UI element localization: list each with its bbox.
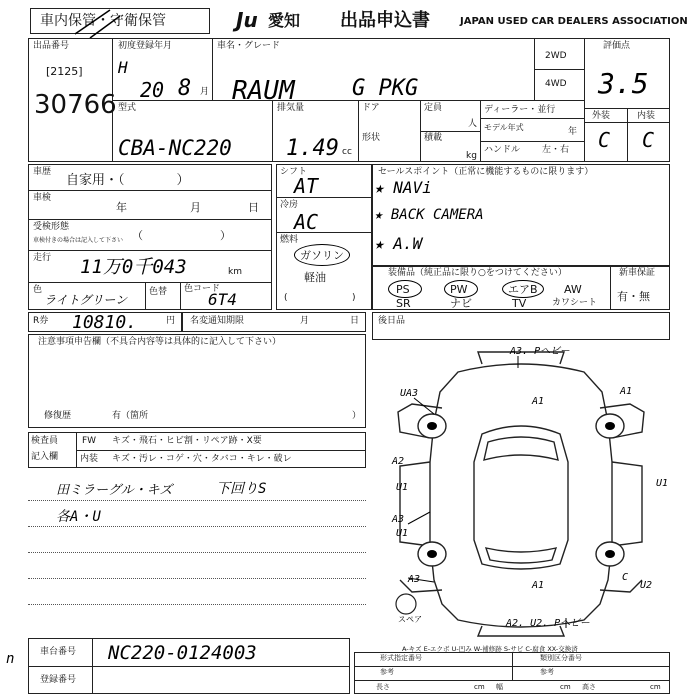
registration-year: 20 (140, 78, 165, 102)
handle-label: ハンドル (484, 145, 521, 155)
notice-label: 名変通知期限 (190, 316, 245, 326)
receipt-value: （ ） (132, 229, 231, 242)
name-value: RAUM (232, 76, 295, 106)
displacement-label: 排気量 (277, 103, 305, 113)
new-warranty-value: 有・無 (617, 290, 650, 303)
post-box (372, 312, 670, 340)
ju-logo: Ju (236, 8, 258, 32)
register-label: 登録番号 (40, 675, 77, 685)
chassis-value: NC220-0124003 (108, 642, 257, 664)
fuel-gasoline: ガソリン (300, 249, 344, 262)
checker-interior: 内装 (80, 454, 99, 464)
recycle-label: R券 (33, 316, 49, 326)
notice-day: 日 (350, 316, 360, 326)
equip-tv: TV (512, 297, 527, 310)
note-line-1b: 下回りS (216, 481, 267, 497)
ac-label: 冷房 (280, 200, 299, 210)
footer-ref-2: 参考 (540, 668, 554, 676)
capacity-label: 定員 (424, 103, 443, 113)
color-label: 色 (33, 285, 43, 295)
notes-label: 注意事項申告欄（不具合内容等は具体的に記入して下さい） (38, 337, 282, 347)
selling-points-label: セールスポイント（正常に機能するものに限ります） (378, 167, 594, 177)
color-change-label: 色替 (149, 287, 168, 297)
note-line-1: 田ミラーグル・キズ (56, 483, 173, 498)
selling-point-3-text: A.W (393, 234, 423, 253)
history-value: 自家用・（ ） (66, 173, 190, 188)
fuel-diesel: 軽油 (304, 271, 326, 284)
mileage-unit: km (228, 267, 242, 277)
equip-ps-circle (388, 280, 422, 298)
footer-ref-1: 参考 (380, 668, 394, 676)
note-line-2: 各A・U (56, 509, 101, 525)
equip-airbag: エアB (508, 283, 538, 296)
repair-close: ） (352, 411, 362, 421)
exterior-grade: C (598, 128, 611, 152)
footer-model-number: 形式指定番号 (380, 654, 422, 662)
footer-class-number: 類別区分番号 (540, 654, 582, 662)
selling-point-2: ★ BACK CAMERA (374, 207, 484, 223)
displacement-unit: cc (342, 147, 352, 157)
history-label: 車歴 (33, 167, 52, 177)
chassis-label: 車台番号 (40, 647, 77, 657)
lot-label: 出品番号 (33, 41, 70, 51)
registration-label: 初度登録年月 (118, 41, 173, 51)
inspection-day: 日 (248, 201, 259, 214)
shape-label: 形状 (362, 133, 381, 143)
footer-length: 長さ (376, 683, 390, 691)
name-grade: G PKG (352, 76, 419, 101)
evaluation-label: 評価点 (603, 41, 631, 51)
model-label: 型式 (118, 103, 137, 113)
diagram-mark-c: C (622, 572, 629, 583)
load-label: 積載 (424, 133, 443, 143)
footer-height: 高さ (582, 683, 596, 691)
diagram-mark-a3-front: A3. Pヘビー (510, 346, 570, 357)
recycle-unit: 円 (166, 316, 176, 326)
footer-height-unit: cm (650, 683, 661, 691)
checker-interior-items: キズ・汚レ・コゲ・穴・タバコ・キレ・破レ (112, 454, 292, 464)
diagram-mark-a1-rear: A1 (532, 580, 545, 591)
diagram-mark-u1-left: U1 (396, 482, 409, 493)
drive-4wd: 4WD (545, 79, 567, 89)
notice-month: 月 (300, 316, 310, 326)
handle-value: 左・右 (542, 145, 570, 155)
diagram-mark-a2-rear: A2. U2. Pヘビー (506, 618, 590, 629)
checker-label-1: 検査員 (31, 436, 59, 446)
equip-ps: PS (396, 283, 410, 296)
selling-point-1: ★ NAVi (374, 178, 432, 197)
diagram-mark-u2: U2 (640, 580, 653, 591)
selling-point-2-text: BACK CAMERA (390, 207, 484, 223)
model-year-unit: 年 (568, 127, 578, 137)
diagram-legend: A-キズ E-エクボ U-凹み W-補修跡 S-サビ C-腐食 XX-交換済 (402, 645, 578, 653)
model-value: CBA-NC220 (118, 136, 232, 160)
inspection-year: 年 (116, 201, 127, 214)
equip-airbag-circle (502, 280, 544, 298)
inspection-month: 月 (190, 201, 201, 214)
door-label: ドア (362, 103, 380, 113)
diagram-mark-a3-rear: A3 (408, 574, 421, 585)
car-diagram (372, 342, 670, 642)
recycle-value: 10810. (72, 312, 138, 333)
interior-grade: C (642, 128, 655, 152)
capacity-unit: 人 (468, 119, 478, 129)
fuel-gasoline-circle (294, 244, 350, 266)
inspection-label: 車検 (33, 193, 52, 203)
diagram-mark-u1-right: U1 (656, 478, 669, 489)
equipment-label: 装備品（純正品に限り○をつけてください） (388, 268, 567, 278)
lot-number: 30766 (34, 90, 117, 120)
fuel-label: 燃料 (280, 235, 299, 245)
shift-value: AT (294, 174, 319, 198)
shift-label: シフト (280, 167, 308, 177)
drive-2wd: 2WD (545, 51, 567, 61)
notes-box (28, 334, 366, 428)
equip-navi: ナビ (450, 297, 472, 310)
ac-value: AC (294, 210, 319, 234)
repair-label: 修復歴 (44, 411, 72, 421)
name-label: 車名・グレード (217, 41, 281, 51)
equip-pw: PW (450, 283, 468, 296)
diagram-mark-ua3: UA3 (400, 388, 419, 399)
color-code-label: 色コード (184, 284, 221, 294)
association-name: JAPAN USED CAR DEALERS ASSOCIATION (460, 16, 688, 27)
displacement-value: 1.49 (286, 136, 339, 161)
registration-era: H (118, 58, 128, 77)
post-label: 後日品 (378, 316, 406, 326)
diagram-mark-a3-left: A3 (392, 514, 405, 525)
load-unit: kg (466, 151, 477, 161)
equip-aw: AW (564, 283, 582, 296)
equip-pw-circle (444, 280, 478, 298)
diagram-mark-a1-right: A1 (620, 386, 633, 397)
registration-month: 8 (178, 76, 192, 101)
checker-label-2: 記入欄 (31, 452, 59, 462)
selling-point-1-text: NAVi (393, 178, 432, 197)
new-warranty-label: 新車保証 (619, 268, 656, 278)
exterior-label: 外装 (592, 111, 611, 121)
diagram-mark-a2: A2 (392, 456, 405, 467)
selling-point-3: ★ A.W (374, 234, 423, 253)
diagram-spare: スペア (398, 615, 422, 624)
color-value: ライトグリーン (44, 293, 128, 307)
footer-width-unit: cm (560, 683, 571, 691)
mileage-value: 11万0千043 (80, 256, 187, 278)
checker-fw-items: キズ・飛石・ヒビ割・リペア跡・X要 (112, 436, 262, 446)
model-year-label: モデル年式 (484, 123, 524, 132)
equip-sr: SR (396, 297, 411, 310)
org-name: 愛知 (268, 11, 301, 30)
storage-label: 車内保管・守衛保管 (40, 13, 166, 29)
receipt-label: 受検形態 (33, 222, 70, 232)
form-title: 出品申込書 (340, 10, 430, 31)
mileage-label: 走行 (33, 253, 52, 263)
footer-width: 幅 (496, 683, 503, 691)
diagram-mark-u1-left2: U1 (396, 528, 409, 539)
checker-fw: FW (82, 436, 97, 446)
dealer-label: ディーラー・並行 (484, 105, 556, 115)
registration-month-unit: 月 (200, 87, 210, 97)
interior-label: 内装 (637, 111, 656, 121)
repair-value: 有（箇所 (112, 411, 149, 421)
color-code: 6T4 (208, 290, 237, 309)
receipt-sub: 車検付きの場合は記入して下さい (33, 237, 124, 244)
diagram-mark-a1-front: A1 (532, 396, 545, 407)
evaluation-score: 3.5 (598, 67, 649, 100)
equip-seat: カワシート (552, 298, 598, 308)
lot-subnumber: [2125] (46, 65, 83, 78)
footer-length-unit: cm (474, 683, 485, 691)
